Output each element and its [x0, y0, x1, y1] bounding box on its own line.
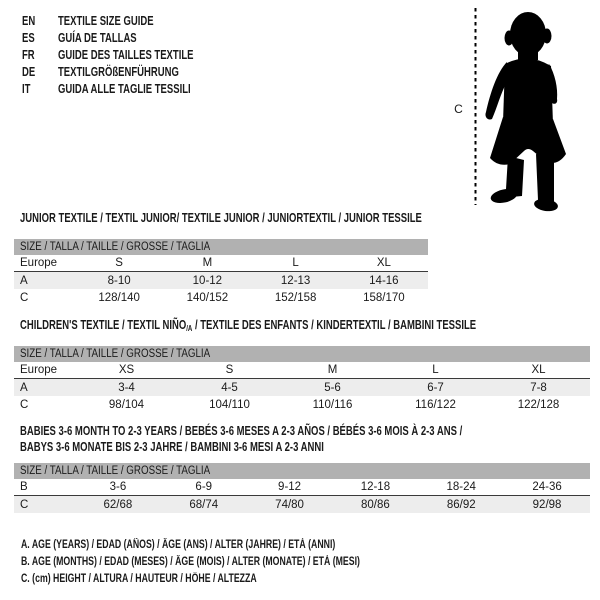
size-cell: 122/128 [517, 398, 560, 411]
table-row [14, 479, 590, 496]
children-size-table [14, 317, 590, 413]
size-cell: L [432, 364, 439, 376]
size-cell: 18-24 [446, 481, 476, 493]
size-cell: S [115, 257, 123, 269]
size-cell: 80/86 [361, 498, 390, 511]
toddler-silhouette [485, 12, 566, 213]
size-cell: S [225, 364, 234, 376]
size-cell: 14-16 [369, 274, 399, 287]
size-cell: XL [376, 257, 391, 269]
size-cell: 158/170 [363, 291, 405, 304]
table-row [14, 255, 428, 272]
table-title-text [20, 439, 324, 455]
table-row [14, 496, 590, 513]
language-code: ES [22, 30, 35, 45]
language-row [22, 64, 236, 81]
size-cell: 140/152 [186, 291, 229, 304]
size-cell: M [202, 257, 213, 269]
size-cell: 68/74 [189, 498, 219, 511]
size-cell: 4-5 [221, 381, 238, 394]
size-cell: XS [118, 364, 135, 376]
size-cell: 6-9 [195, 481, 213, 493]
row-label: A [20, 274, 28, 287]
subscript-text: /A [186, 324, 193, 333]
size-cell: 3-4 [118, 381, 135, 394]
size-cell: 104/110 [209, 398, 250, 411]
title-segment: CHILDREN'S TEXTILE / TEXTIL NIÑO [20, 318, 187, 332]
size-cell: 24-36 [532, 481, 562, 493]
row-label: C [20, 498, 29, 511]
size-header-bar [14, 346, 590, 362]
size-cell: 12-18 [360, 481, 391, 493]
size-header-bar [14, 239, 428, 255]
title-segment: / TEXTILE DES ENFANTS / KINDERTEXTIL / BAMBINI TESSILE [192, 318, 477, 332]
size-cell: L [292, 257, 299, 269]
row-label: Europe [20, 364, 58, 376]
size-header-text: SIZE / TALLA / TAILLE / GRÖSSE / TAGLIA [20, 465, 211, 477]
note-line [21, 553, 467, 570]
language-title: GUÍA DE TALLAS [58, 30, 137, 45]
row-label: Europe [20, 257, 58, 269]
language-title: GUIDA ALLE TAGLIE TESSILI [58, 82, 191, 97]
table-row [14, 272, 428, 289]
size-cell: 98/104 [108, 398, 145, 411]
table-title [20, 423, 590, 439]
size-header-bar [14, 463, 590, 479]
size-cell: 12-13 [280, 274, 311, 287]
title-segment: BABYS 3-6 MONATE BIS 2-3 JAHRE / BAMBINI 3-6 MESI A 2-3 ANNI [20, 440, 324, 454]
size-cell: 128/140 [98, 291, 140, 304]
language-row [22, 46, 236, 63]
junior-size-table [14, 210, 428, 306]
language-row [22, 12, 236, 29]
row-label: A [20, 381, 28, 394]
language-title: TEXTILGRÖßENFÜHRUNG [58, 65, 179, 80]
table-row [14, 396, 590, 413]
row-label: C [20, 291, 29, 304]
size-cell: XL [531, 364, 546, 376]
table-title-text [20, 210, 422, 226]
figure-area [450, 4, 580, 216]
row-label: C [20, 398, 29, 411]
row-label: B [20, 481, 28, 493]
table-row [14, 379, 590, 396]
size-cell: 92/98 [532, 498, 562, 511]
size-cell: 6-7 [427, 381, 444, 394]
size-header-text: SIZE / TALLA / TAILLE / GRÖSSE / TAGLIA [20, 241, 211, 253]
language-code: EN [22, 13, 36, 28]
table-title [20, 439, 590, 455]
size-cell: 152/158 [274, 291, 317, 304]
size-cell: 3-6 [109, 481, 127, 493]
legend-notes [21, 536, 467, 588]
table-title-text [20, 423, 462, 439]
note-text: C. (cm) HEIGHT / ALTURA / HAUTEUR / HÖHE / ALTEZZA [21, 572, 257, 585]
table-row [14, 362, 590, 379]
babies-size-table [14, 423, 590, 513]
language-title: GUIDE DES TAILLES TEXTILE [58, 47, 194, 62]
language-row [22, 81, 236, 98]
table-title [20, 210, 428, 226]
language-guide [22, 12, 236, 98]
title-segment: JUNIOR TEXTILE / TEXTIL JUNIOR/ TEXTILE JUNIOR / JUNIORTEXTIL / JUNIOR TESSILE [20, 211, 422, 225]
language-title: TEXTILE SIZE GUIDE [58, 13, 154, 28]
size-cell: 74/80 [275, 498, 304, 511]
height-measure-label: C [454, 102, 463, 116]
note-line [21, 570, 467, 587]
title-segment: BABIES 3-6 MONTH TO 2-3 YEARS / BEBÉS 3-6 MESES A 2-3 AÑOS / BÉBÉS 3-6 MOIS À 2-3 ANS / [20, 424, 463, 438]
size-cell: 5-6 [324, 381, 341, 394]
note-text: B. AGE (MONTHS) / EDAD (MESES) / ÂGE (MOIS) / ALTER (MONATE) / ETÀ (MESI) [21, 555, 360, 568]
note-text: A. AGE (YEARS) / EDAD (AÑOS) / ÂGE (ANS) / ALTER (JAHRE) / ETÀ (ANNI) [21, 538, 336, 551]
language-code: FR [22, 47, 35, 62]
size-header-text: SIZE / TALLA / TAILLE / GRÖSSE / TAGLIA [20, 348, 211, 360]
size-cell: 9-12 [278, 481, 302, 493]
size-cell: 10-12 [192, 274, 223, 287]
size-cell: 110/116 [312, 398, 353, 411]
size-cell: 7-8 [530, 381, 547, 394]
table-row [14, 289, 428, 306]
size-cell: 116/122 [415, 398, 456, 411]
size-cell: 86/92 [446, 498, 476, 511]
size-cell: M [327, 364, 338, 376]
size-cell: 62/68 [103, 498, 133, 511]
note-line [21, 536, 467, 553]
table-title [20, 317, 590, 333]
table-title-text [20, 317, 476, 337]
language-code: DE [22, 65, 36, 80]
language-code: IT [22, 82, 31, 97]
language-row [22, 29, 236, 46]
size-cell: 8-10 [107, 274, 131, 287]
